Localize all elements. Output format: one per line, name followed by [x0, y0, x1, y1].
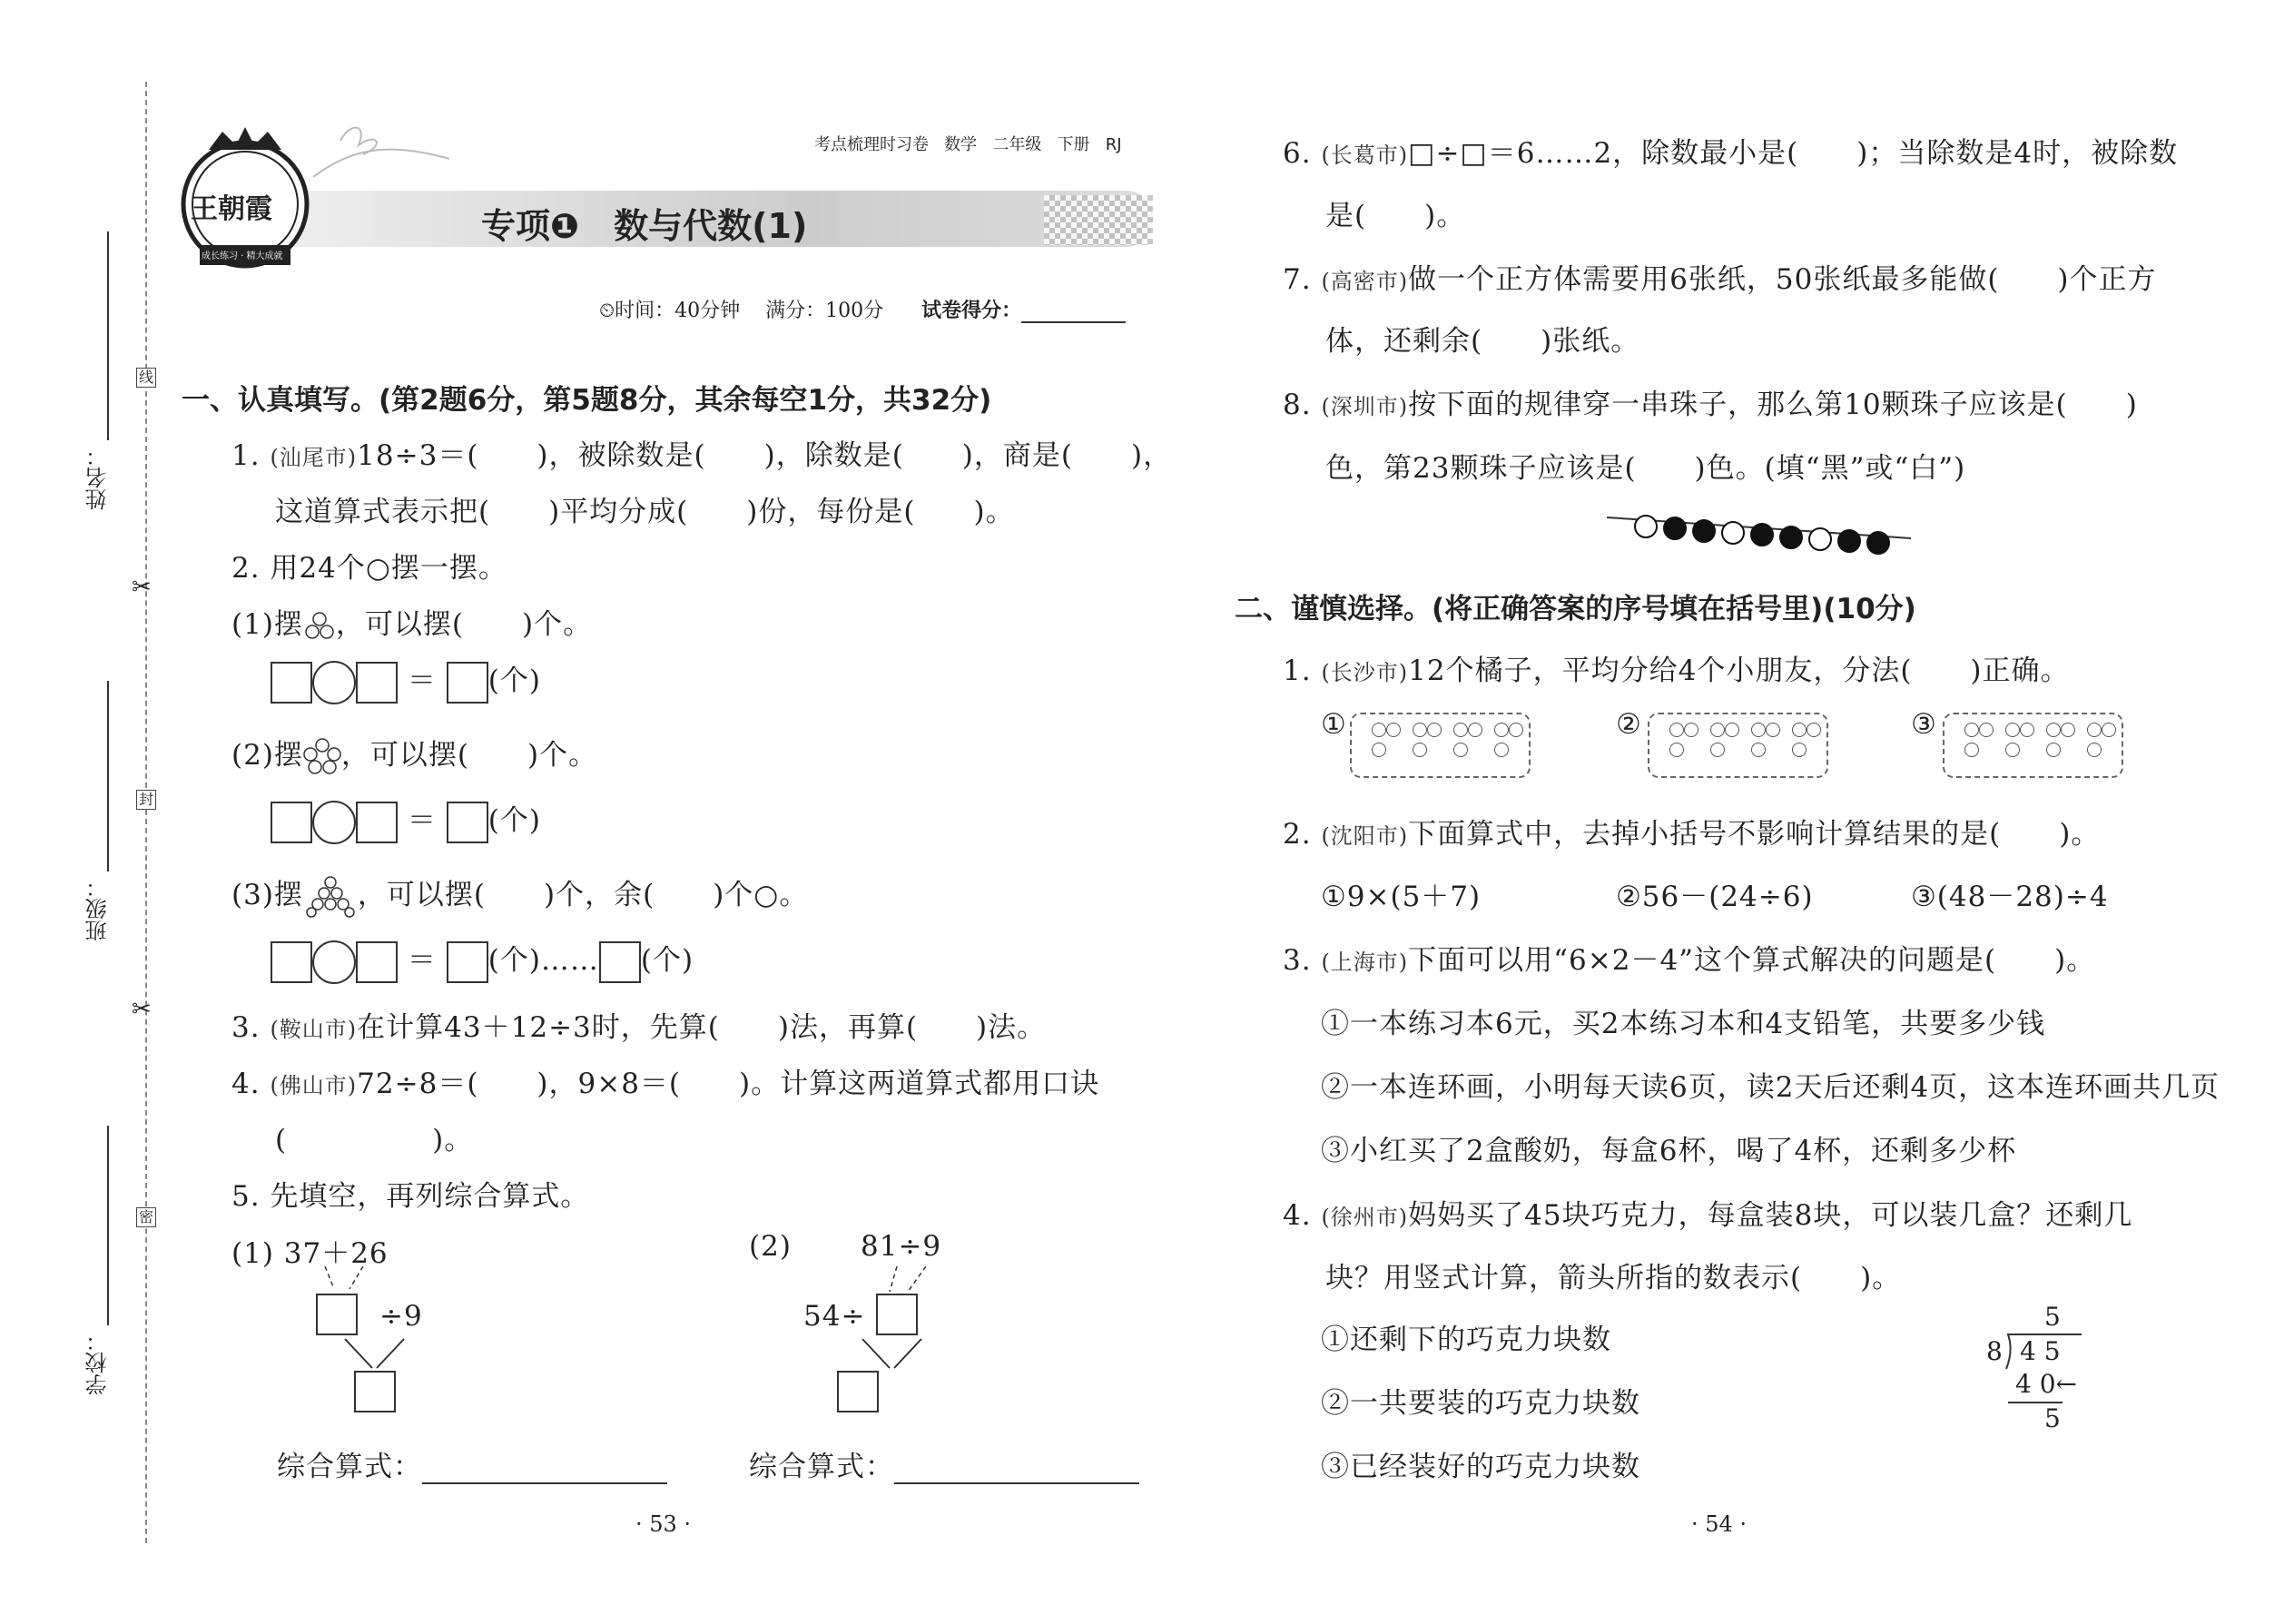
- question-6-line-2: 是( )。: [1325, 200, 1466, 232]
- choice-1: 1. (长沙市)12个橘子，平均分给4个小朋友，分法( )正确。: [1283, 655, 2070, 687]
- unit-label: (个): [640, 944, 694, 977]
- choice-4-text: 妈妈买了45块巧克力，每盒装8块，可以装几盒？还剩几: [1408, 1199, 2133, 1232]
- q5-2-left-operand: 54÷: [803, 1300, 866, 1333]
- equals-sign: ＝: [407, 804, 437, 837]
- orange-icon: [1494, 743, 1509, 757]
- question-1-text: 18÷3＝( )，被除数是( )，除数是( )，商是( )，: [357, 439, 1173, 472]
- answer-box[interactable]: [356, 802, 398, 843]
- orange-icon: [1964, 723, 1979, 737]
- school-field-line[interactable]: [107, 1126, 109, 1325]
- question-2-3: [231, 871, 808, 918]
- orange-icon: [2087, 723, 2102, 737]
- product-value: 4 0: [2015, 1369, 2056, 1399]
- question-7-text: 做一个正方体需要用6张纸，50张纸最多能做( )个正方: [1408, 263, 2157, 296]
- q5-1-expression: (1) 37＋26: [231, 1237, 389, 1270]
- question-8-line-2: 色，第23颗珠子应该是( )色。(填“黑”或“白”): [1325, 452, 1966, 485]
- remainder-label: (个)……: [487, 944, 599, 977]
- choice-4-line-1: 4. (徐州市)妈妈买了45块巧克力，每盒装8块，可以装几盒？还剩几: [1283, 1199, 2133, 1232]
- orange-icon: [1427, 723, 1442, 737]
- logo-motto: 成长练习 · 精大成就: [202, 251, 283, 261]
- choice-1-option-3-label[interactable]: ③: [1911, 708, 1937, 741]
- answer-box[interactable]: [599, 941, 641, 983]
- orange-icon: [1792, 723, 1807, 737]
- full-score: 满分：100分: [765, 300, 884, 322]
- q2-1-prefix: (1)摆: [231, 608, 303, 641]
- arrow-left-icon: ←: [2055, 1369, 2077, 1399]
- orange-icon: [1386, 723, 1401, 737]
- q5-2-label: (2): [749, 1230, 792, 1263]
- q2-2-prefix: (2)摆: [231, 739, 303, 772]
- orange-icon: [2005, 723, 2020, 737]
- orange-icon: [1710, 723, 1725, 737]
- time-limit: ⏲时间：40分钟: [599, 300, 741, 322]
- meta-volume: 下册: [1057, 135, 1090, 154]
- question-4-line-1: 4. (佛山市)72÷8＝( )，9×8＝( )。计算这两道算式都用口诀: [231, 1068, 1100, 1100]
- question-3: 3. (鞍山市)在计算43＋12÷3时，先算( )法，再算( )法。: [231, 1011, 1047, 1044]
- source-city: (徐州市): [1321, 1205, 1409, 1230]
- meta-edition: RJ: [1105, 135, 1122, 154]
- choice-4-option-2[interactable]: ②一共要装的巧克力块数: [1321, 1387, 1640, 1420]
- q2-3-suffix: ，可以摆( )个，余( )个○。: [357, 879, 809, 911]
- orange-icon: [1669, 743, 1684, 757]
- answer-box[interactable]: [271, 802, 312, 843]
- logo-text: 王朝霞: [191, 193, 272, 225]
- choice-2-text: 下面算式中，去掉小括号不影响计算结果的是( )。: [1408, 818, 2101, 851]
- orange-icon: [1792, 743, 1807, 757]
- q5-1-combined: [277, 1443, 667, 1484]
- orange-icon: [2005, 743, 2020, 757]
- division-quotient: 5: [2044, 1302, 2061, 1332]
- choice-4-option-1[interactable]: ①还剩下的巧克力块数: [1321, 1324, 1611, 1356]
- answer-box[interactable]: [447, 662, 488, 704]
- equals-sign: ＝: [407, 944, 437, 977]
- question-2: 2. 用24个○摆一摆。: [231, 552, 507, 585]
- bind-char-seal: 封: [136, 790, 156, 810]
- scissors-icon: ✂: [132, 574, 152, 601]
- orange-icon: [1807, 723, 1821, 737]
- choice-3-option-1[interactable]: ①一本练习本6元，买2本练习本和4支铅笔，共要多少钱: [1321, 1008, 2046, 1040]
- meta-subject: 数学: [944, 135, 978, 154]
- combined-answer-line[interactable]: [422, 1482, 667, 1484]
- q2-1-suffix: ，可以摆( )个。: [335, 608, 593, 641]
- orange-icon: [1979, 723, 1994, 737]
- question-4-line-2: ( )。: [275, 1124, 474, 1156]
- name-field-line[interactable]: [107, 231, 109, 440]
- unit-label: (个): [487, 664, 541, 697]
- question-2-1: [231, 601, 592, 642]
- class-field-line[interactable]: [107, 681, 109, 871]
- q2-2-suffix: ，可以摆( )个。: [340, 739, 598, 772]
- choice-1-option-2-label[interactable]: ②: [1616, 708, 1642, 741]
- choice-3-option-2[interactable]: ②一本连环画，小明每天读6页，读2天后还剩4页，这本连环画共几页: [1321, 1071, 2220, 1104]
- orange-icon: [2061, 723, 2075, 737]
- operator-circle[interactable]: [312, 661, 356, 704]
- equation-row-2: [271, 797, 541, 844]
- black-bead: [1750, 523, 1774, 546]
- five-circles-icon: [303, 738, 341, 776]
- division-remainder: 5: [2044, 1403, 2061, 1433]
- ribbon-decoration: [313, 123, 458, 204]
- bind-char-line: 线: [136, 368, 156, 388]
- class-label: 班级：: [85, 876, 111, 941]
- question-3-text: 在计算43＋12÷3时，先算( )法，再算( )法。: [357, 1011, 1047, 1044]
- question-1-line-2: 这道算式表示把( )平均分成( )份，每份是( )。: [275, 496, 1015, 528]
- choice-2-option-3[interactable]: ③(48－28)÷4: [1911, 881, 2109, 913]
- q5-1-divisor: ÷9: [379, 1300, 423, 1333]
- white-bead: [1721, 521, 1745, 545]
- source-city: (汕尾市): [270, 445, 358, 470]
- black-bead: [1692, 519, 1716, 543]
- source-city: (沈阳市): [1321, 823, 1409, 849]
- meta-series: 考点梳理时习卷: [814, 135, 929, 154]
- orange-icon: [1468, 723, 1482, 737]
- division-product: [2015, 1369, 2077, 1399]
- equation-row-1: [271, 657, 541, 704]
- question-6-text: □÷□＝6……2，除数最小是( )；当除数是4时，被除数: [1408, 137, 2179, 170]
- choice-1-text: 12个橘子，平均分给4个小朋友，分法( )正确。: [1408, 655, 2070, 687]
- division-dividend: 4 5: [2020, 1336, 2061, 1366]
- answer-box[interactable]: [447, 802, 488, 843]
- orange-icon: [1964, 743, 1979, 757]
- operator-circle[interactable]: [312, 940, 356, 984]
- answer-box[interactable]: [271, 662, 312, 704]
- q5-2-box-top[interactable]: [876, 1294, 918, 1335]
- question-8-line-1: 8. (深圳市)按下面的规律穿一串珠子，那么第10颗珠子应该是( ): [1283, 389, 2138, 421]
- question-7-line-1: 7. (高密市)做一个正方体需要用6张纸，50张纸最多能做( )个正方: [1283, 263, 2157, 296]
- page-title: 专项❶ 数与代数(1): [481, 206, 808, 246]
- q5-2-expression: 81÷9: [861, 1230, 942, 1263]
- exam-info: [599, 295, 1126, 323]
- q5-1-box-top[interactable]: [316, 1294, 358, 1335]
- three-circles-icon: [303, 611, 336, 642]
- choice-2-option-1[interactable]: ①9×(5＋7): [1321, 881, 1482, 913]
- dotted-cut-line: [145, 82, 147, 1543]
- source-city: (长葛市): [1321, 143, 1409, 168]
- orange-icon: [1710, 743, 1725, 757]
- source-city: (佛山市): [270, 1073, 358, 1098]
- source-city: (长沙市): [1321, 660, 1409, 685]
- q2-3-prefix: (3)摆: [231, 879, 303, 911]
- question-4-text: 72÷8＝( )，9×8＝( )。计算这两道算式都用口诀: [357, 1068, 1100, 1100]
- unit-label: (个): [487, 804, 541, 837]
- answer-box[interactable]: [271, 941, 312, 983]
- combined-label: 综合算式：: [749, 1451, 894, 1483]
- orange-icon: [1751, 743, 1766, 757]
- question-1-line-1: 1. (汕尾市)18÷3＝( )，被除数是( )，除数是( )，商是( )，: [231, 439, 1173, 472]
- section-1-heading: 一、认真填写。(第2题6分，第5题8分，其余每空1分，共32分): [182, 384, 992, 417]
- pyramid-circles-icon: [303, 876, 358, 918]
- black-bead: [1837, 529, 1861, 553]
- black-bead: [1779, 526, 1803, 549]
- choice-3-option-3[interactable]: ③小红买了2盒酸奶，每盒6杯，喝了4杯，还剩多少杯: [1321, 1135, 2017, 1167]
- choice-1-option-1-label[interactable]: ①: [1321, 708, 1347, 741]
- header-meta: [814, 132, 1122, 155]
- source-city: (深圳市): [1321, 394, 1409, 419]
- page-number-left: · 53 ·: [635, 1511, 692, 1537]
- orange-icon: [2087, 743, 2102, 757]
- choice-4-line-2: 块？用竖式计算，箭头所指的数表示( )。: [1325, 1262, 1902, 1294]
- score-field[interactable]: [1021, 321, 1126, 323]
- q5-2-combined: [749, 1443, 1139, 1484]
- meta-grade: 二年级: [992, 135, 1042, 154]
- orange-icon: [2046, 723, 2061, 737]
- orange-icon: [1453, 723, 1468, 737]
- black-bead: [1866, 531, 1890, 555]
- page-number-right: · 54 ·: [1691, 1511, 1748, 1537]
- equation-row-3: [271, 937, 694, 984]
- answer-box[interactable]: [447, 941, 488, 983]
- orange-icon: [1509, 723, 1523, 737]
- orange-icon: [1453, 743, 1468, 757]
- orange-icon: [1494, 723, 1509, 737]
- orange-icon: [1725, 723, 1739, 737]
- question-8-text: 按下面的规律穿一串珠子，那么第10颗珠子应该是( ): [1408, 389, 2138, 421]
- answer-box[interactable]: [356, 662, 398, 704]
- question-2-2: [231, 732, 597, 776]
- question-7-line-2: 体，还剩余( )张纸。: [1325, 325, 1640, 358]
- checker-pattern: [1044, 195, 1153, 245]
- orange-icon: [1413, 743, 1427, 757]
- orange-icon: [2102, 723, 2116, 737]
- section-2-heading: 二、谨慎选择。(将正确答案的序号填在括号里)(10分): [1235, 593, 1916, 625]
- orange-icon: [1669, 723, 1684, 737]
- school-label: 学校：: [85, 1330, 111, 1395]
- orange-icon: [2046, 743, 2061, 757]
- question-6-line-1: 6. (长葛市)□÷□＝6……2，除数最小是( )；当除数是4时，被除数: [1283, 137, 2179, 170]
- orange-icon: [1372, 723, 1386, 737]
- choice-2: 2. (沈阳市)下面算式中，去掉小括号不影响计算结果的是( )。: [1283, 818, 2101, 851]
- orange-icon: [1766, 723, 1780, 737]
- orange-icon: [1684, 723, 1698, 737]
- orange-icon: [1413, 723, 1427, 737]
- choice-2-option-2[interactable]: ②56－(24÷6): [1616, 881, 1814, 913]
- bind-char-secret: 密: [136, 1207, 156, 1227]
- operator-circle[interactable]: [312, 801, 356, 844]
- choice-3-text: 下面可以用“6×2－4”这个算式解决的问题是( )。: [1408, 944, 2096, 977]
- source-city: (鞍山市): [270, 1017, 358, 1042]
- scissors-icon: ✂: [132, 996, 152, 1023]
- name-label: 姓名：: [85, 445, 111, 510]
- answer-box[interactable]: [356, 941, 398, 983]
- combined-label: 综合算式：: [277, 1451, 422, 1483]
- white-bead: [1808, 527, 1832, 551]
- equals-sign: ＝: [407, 664, 437, 697]
- combined-answer-line[interactable]: [894, 1482, 1139, 1484]
- choice-3: 3. (上海市)下面可以用“6×2－4”这个算式解决的问题是( )。: [1283, 944, 2096, 977]
- q5-1-box-result[interactable]: [354, 1371, 396, 1412]
- source-city: (高密市): [1321, 269, 1409, 294]
- white-bead: [1634, 515, 1658, 538]
- orange-icon: [2020, 723, 2034, 737]
- orange-icon: [1372, 743, 1386, 757]
- source-city: (上海市): [1321, 950, 1409, 975]
- question-5: 5. 先填空，再列综合算式。: [231, 1180, 590, 1213]
- score-label: 试卷得分：: [921, 299, 1022, 322]
- choice-4-option-3[interactable]: ③已经装好的巧克力块数: [1321, 1451, 1640, 1483]
- division-divisor: 8: [1986, 1336, 2003, 1366]
- orange-icon: [1751, 723, 1766, 737]
- q5-2-box-result[interactable]: [837, 1371, 879, 1412]
